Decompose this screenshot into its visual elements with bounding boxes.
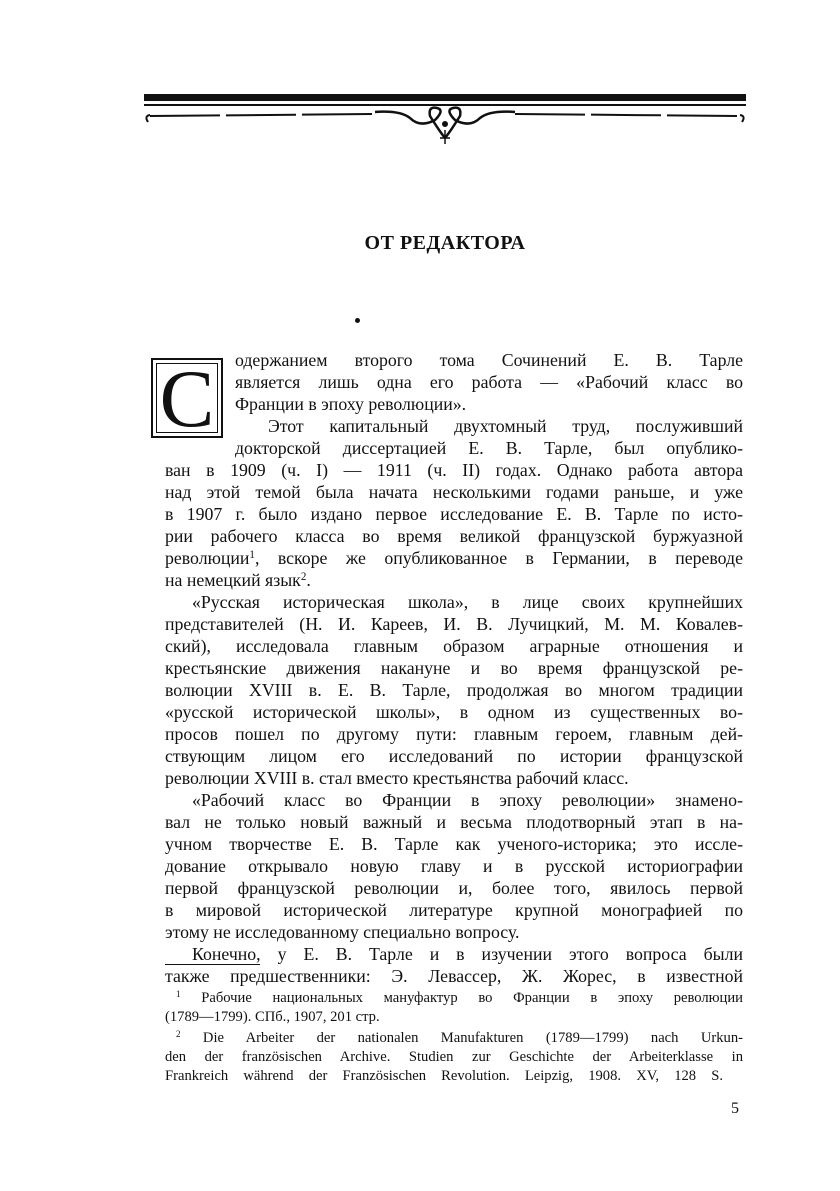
body-line <box>165 570 743 590</box>
footnote-text: Рабочие национальных мануфактур во Франции в эпоху революции <box>201 990 743 1006</box>
body-line: в мировой исторической литературе крупной монографией по <box>165 900 743 920</box>
footnote-ref: 1 <box>249 548 255 561</box>
footnote-ref: 2 <box>300 570 307 583</box>
body-line: просов пошел по другому пути: главным героем, главным дей- <box>165 724 743 744</box>
page-number: 5 <box>731 1100 739 1117</box>
footnote-2-cont: Frankreich während der Französischen Revolution. Leipzig, 1908. XV, 128 S. <box>165 1068 723 1084</box>
body-text: революции <box>165 548 250 568</box>
page-heading: ОТ РЕДАКТОРА <box>364 232 526 254</box>
body-line: одержанием второго тома Сочинений Е. В. Тарле <box>235 350 743 370</box>
footnote-1-cont: (1789—1799). СПб., 1907, 201 стр. <box>165 1009 380 1025</box>
body-line: над этой темой была начата несколькими годами раньше, и уже <box>165 482 743 502</box>
drop-cap-letter: С <box>159 353 215 444</box>
body-text: , вскоре же опубликованное в Германии, в переводе <box>254 548 743 568</box>
body-line: Франции в эпоху революции». <box>235 394 467 414</box>
decorative-dot <box>355 318 360 323</box>
body-line: ствующим лицом его исследований по истории французской <box>165 746 743 766</box>
footnote-1 <box>176 990 743 1007</box>
drop-cap-frame <box>151 353 223 444</box>
body-line: «Рабочий класс во Франции в эпоху революции» знамено- <box>192 790 743 810</box>
body-line: учном творчестве Е. В. Тарле как ученого-историка; это иссле- <box>165 834 743 854</box>
footnote-2-cont: den der französischen Archive. Studien zur Geschichte der Arbeiterklasse in <box>165 1049 743 1065</box>
body-line: волюции XVIII в. Е. В. Тарле, продолжая во многом традиции <box>165 680 743 700</box>
body-line: революции XVIII в. стал вместо крестьянства рабочий класс. <box>165 768 629 788</box>
footnote-text: Die Arbeiter der nationalen Manufakturen (1789—1799) nach Urkun- <box>202 1030 743 1046</box>
ornamental-header-rule <box>140 90 750 148</box>
footnote-2 <box>176 1030 743 1047</box>
body-line: рии рабочего класса во время великой французской буржуазной <box>165 526 743 546</box>
body-line: «Русская историческая школа», в лице своих крупнейших <box>192 592 743 612</box>
body-text: на немецкий язык <box>165 570 301 590</box>
body-line: представителей (Н. И. Кареев, И. В. Лучицкий, М. М. Ковалев- <box>165 614 743 634</box>
footnote-mark: 1 <box>176 989 181 1000</box>
body-line: ван в 1909 (ч. I) — 1911 (ч. II) годах. Однако работа автора <box>165 460 743 480</box>
body-line: «русской исторической школы», в одном из существенных во- <box>165 702 743 722</box>
body-line: вал не только новый важный и весьма плодотворный этап в на- <box>165 812 743 832</box>
body-line: является лишь одна его работа — «Рабочий класс во <box>235 372 743 392</box>
body-line: этому не исследованному специально вопросу. <box>165 922 520 942</box>
body-line: дование открывало новую главу и в русской историографии <box>165 856 743 876</box>
footnote-mark: 2 <box>176 1029 181 1040</box>
body-line: также предшественники: Э. Левассер, Ж. Жорес, в известной <box>165 966 743 986</box>
body-line: Этот капитальный двухтомный труд, послуживший <box>268 416 743 436</box>
body-line <box>165 548 743 568</box>
footnote-divider <box>165 964 260 965</box>
body-line: ский), исследовала главным образом аграрные отношения и <box>165 636 743 656</box>
body-text: . <box>306 570 311 590</box>
body-line: докторской диссертацией Е. В. Тарле, был опублико- <box>235 438 743 458</box>
body-line: крестьянские движения накануне и во время французской ре- <box>165 658 743 678</box>
body-line: первой французской революции и, более того, явилось первой <box>165 878 743 898</box>
body-line: Конечно, у Е. В. Тарле и в изучении этого вопроса были <box>192 944 743 964</box>
body-line: в 1907 г. было издано первое исследование Е. В. Тарле по исто- <box>165 504 743 524</box>
